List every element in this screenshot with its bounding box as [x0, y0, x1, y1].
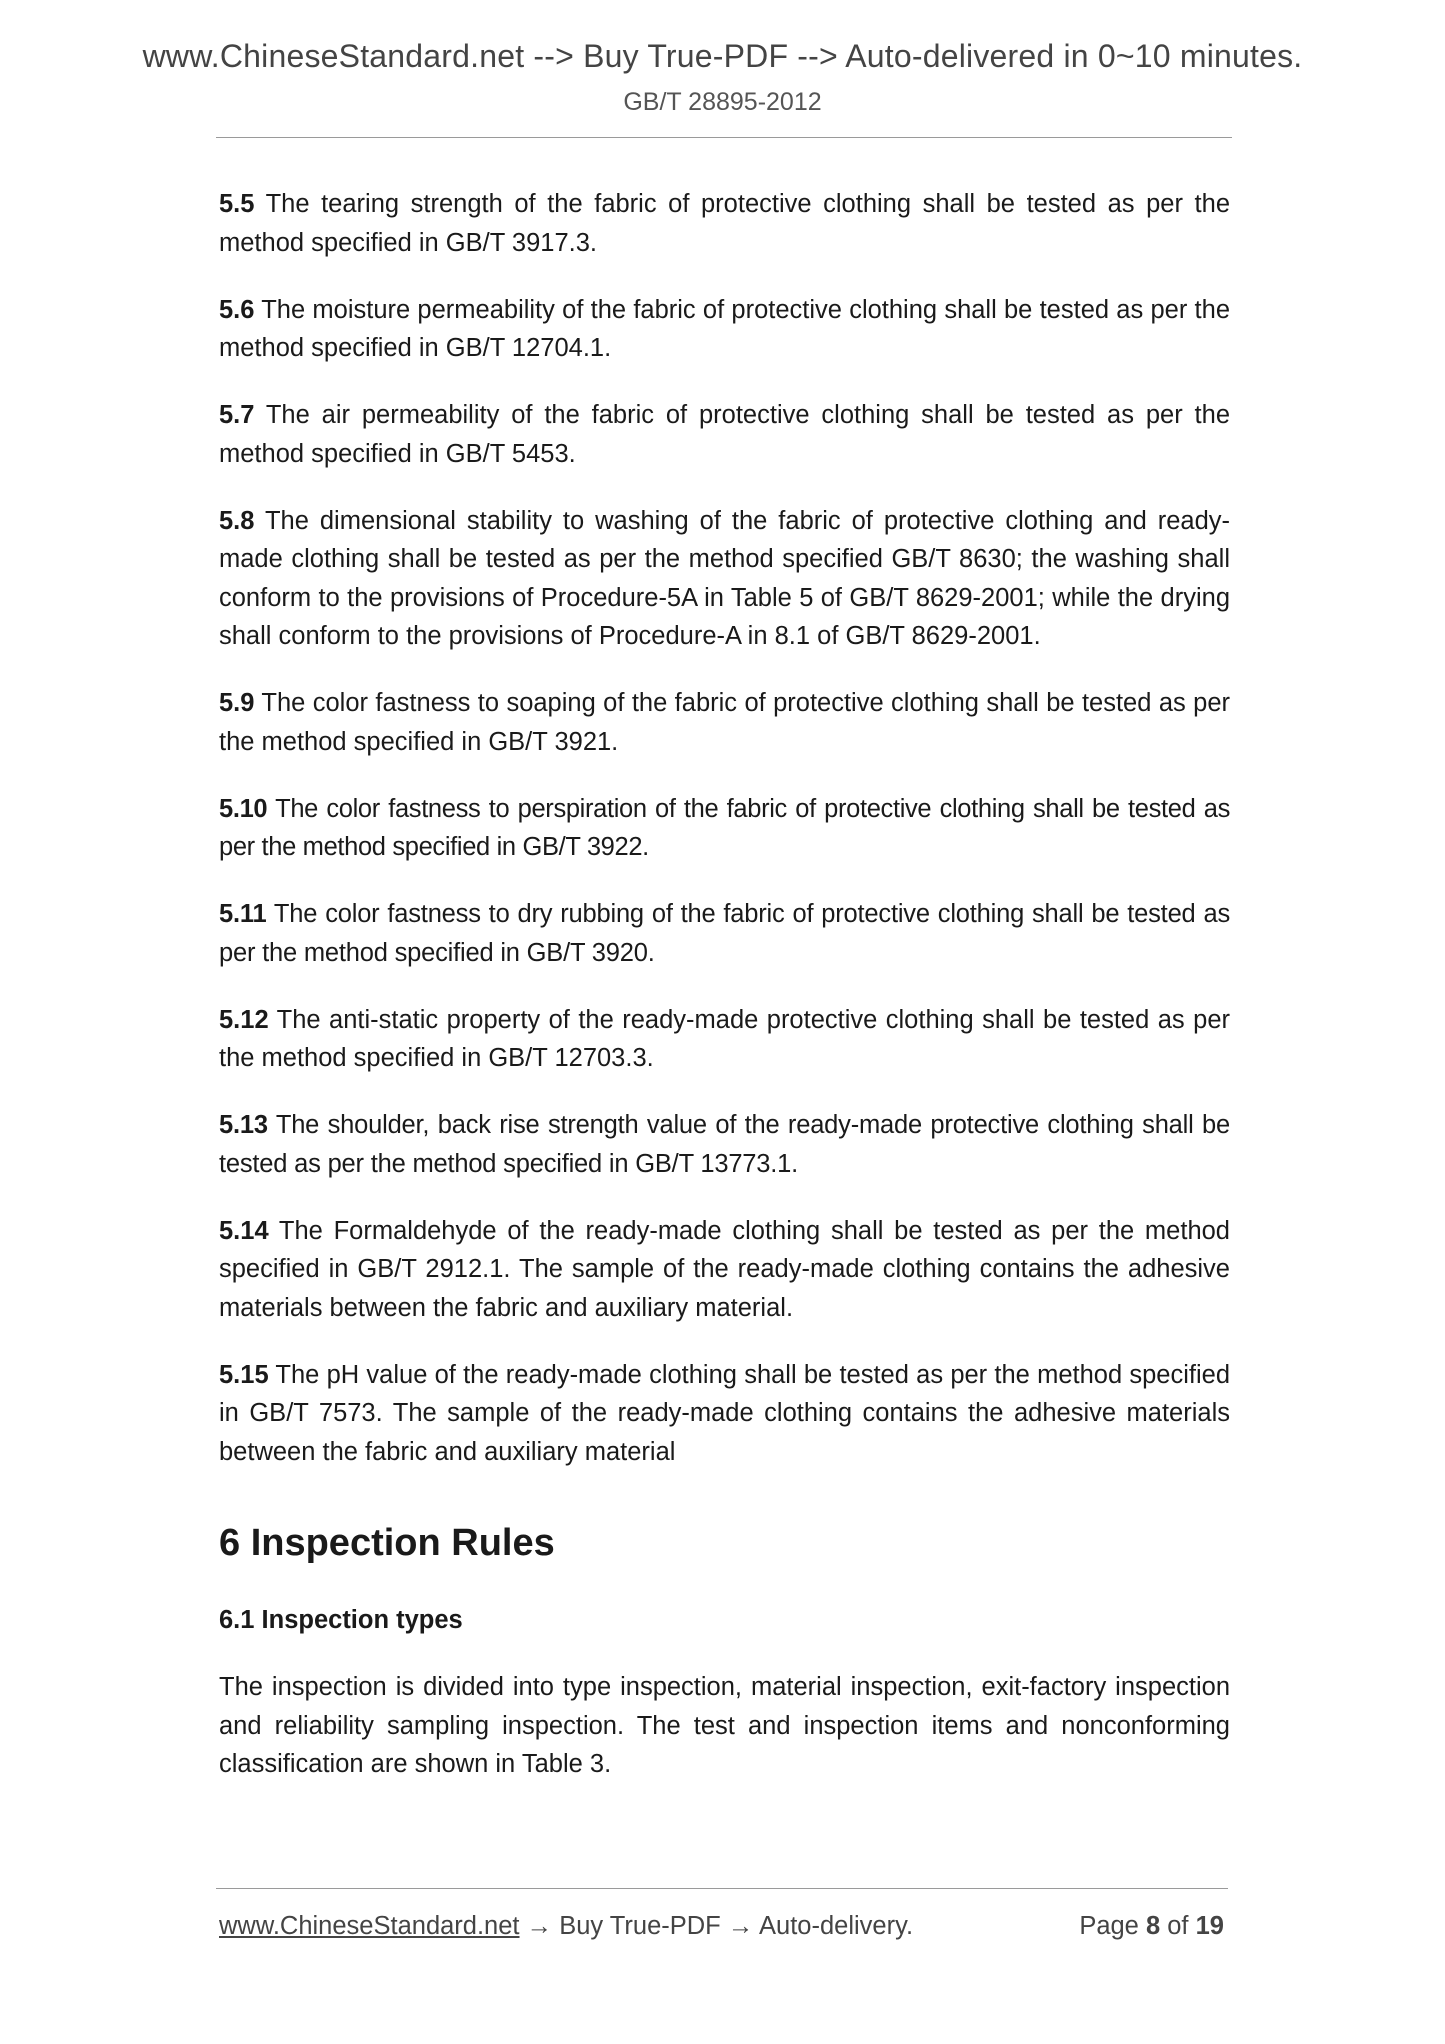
clause-text: The Formaldehyde of the ready-made clothing shall be tested as per the method specified in GB/T 2912.1. The sample of the ready-made clothing contains the adhesive materials between the fabric and auxiliary material. [219, 1216, 1230, 1322]
clause-5-14 [219, 1212, 1230, 1328]
page-label: Page [1079, 1912, 1139, 1940]
clause-number: 5.11 [219, 900, 267, 928]
clause-5-8 [219, 502, 1230, 656]
clause-number: 5.12 [219, 1005, 269, 1034]
clause-text: The moisture permeability of the fabric of protective clothing shall be tested as per the method specified in GB/T 12704.1. [219, 295, 1231, 362]
clause-number: 5.15 [219, 1360, 269, 1389]
clause-text: The anti-static property of the ready-made protective clothing shall be tested as per the method specified in GB/T 12703.3. [219, 1005, 1230, 1072]
clause-5-9 [219, 684, 1230, 761]
page-current: 8 [1145, 1912, 1161, 1940]
clause-5-12 [219, 1001, 1230, 1078]
clause-5-5 [219, 185, 1230, 262]
footer-divider [216, 1888, 1228, 1889]
subsection-title: 6.1 Inspection types [219, 1606, 463, 1634]
header-divider [216, 137, 1232, 138]
clause-number: 5.9 [219, 689, 255, 717]
clause-text: The shoulder, back rise strength value of the ready-made protective clothing shall be tested as per the method specified in GB/T 13773.1. [219, 1111, 1230, 1178]
clause-text: The color fastness to dry rubbing of the fabric of protective clothing shall be tested as per the method specified in GB/T 3920. [219, 900, 1230, 967]
buy-text: Buy True-PDF [559, 1912, 721, 1940]
clause-number: 5.13 [219, 1111, 268, 1139]
clause-number: 5.5 [219, 190, 255, 218]
clause-number: 5.14 [219, 1216, 269, 1245]
inspection-types-paragraph: The inspection is divided into type inspection, material inspection, exit-factory inspection and reliability sampling inspection. The test and inspection items and nonconforming classification are shown in Table 3. [219, 1673, 1230, 1778]
clause-5-10 [219, 790, 1230, 867]
clause-5-6 [219, 291, 1230, 368]
clause-number: 5.6 [219, 295, 255, 324]
clause-text: The dimensional stability to washing of the fabric of protective clothing and ready-made clothing shall be tested as per the method specified GB/T 8630; the washing shall conform to the provisions of Procedure-5A in Table 5 of GB/T 8629-2001; while the drying shall conform to the provisions of Procedure-A in 8.1 of GB/T 8629-2001. [219, 506, 1231, 650]
document-body [219, 185, 1230, 1812]
page-total: 19 [1195, 1912, 1224, 1940]
clause-text: The tearing strength of the fabric of protective clothing shall be tested as per the method specified in GB/T 3917.3. [219, 190, 1231, 257]
page-footer [219, 1912, 1224, 1948]
arrow-right-icon: → [526, 1912, 553, 1940]
clause-number: 5.8 [219, 506, 255, 535]
clause-5-11 [219, 895, 1230, 972]
header-banner: www.ChineseStandard.net --> Buy True-PDF --> Auto-delivered in 0~10 minutes. [142, 38, 1303, 74]
footer-promo [219, 1912, 913, 1941]
page-of-label: of [1167, 1912, 1189, 1940]
standard-code: GB/T 28895-2012 [623, 88, 822, 116]
clause-number: 5.7 [219, 401, 255, 429]
site-link[interactable]: www.ChineseStandard.net [219, 1912, 520, 1940]
clause-5-13 [219, 1106, 1230, 1183]
section-title: 6 Inspection Rules [219, 1522, 555, 1564]
clause-text: The air permeability of the fabric of protective clothing shall be tested as per the method specified in GB/T 5453. [219, 401, 1230, 468]
clause-5-7 [219, 396, 1230, 473]
arrow-right-icon: → [727, 1912, 754, 1940]
clause-text: The pH value of the ready-made clothing shall be tested as per the method specified in GB/T 7573. The sample of the ready-made clothing contains the adhesive materials between the fabric and auxiliary material [219, 1360, 1230, 1466]
delivery-text: Auto-delivery. [759, 1912, 914, 1940]
clause-5-15 [219, 1356, 1230, 1472]
clause-number: 5.10 [219, 794, 268, 823]
clause-text: The color fastness to perspiration of the fabric of protective clothing shall be tested as per the method specified in GB/T 3922. [219, 794, 1231, 861]
clause-text: The color fastness to soaping of the fabric of protective clothing shall be tested as per the method specified in GB/T 3921. [219, 689, 1231, 756]
page-number [1079, 1912, 1224, 1941]
